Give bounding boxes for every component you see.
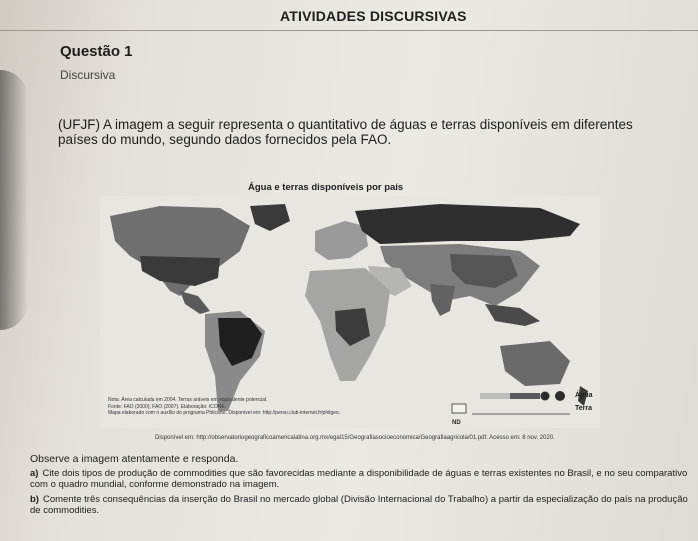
legend-nd-label: ND [452, 420, 461, 426]
map-note: Nota: Área calculada em 2004. Terras aráveis em equivalente potencial. [108, 397, 268, 403]
question-title: Questão 1 [60, 43, 133, 60]
map-title: Água e terras disponíveis por país [248, 182, 404, 193]
page-shadow [0, 70, 28, 330]
item-b [30, 494, 690, 516]
legend-land-dot [555, 391, 565, 401]
legend-nd-box [452, 404, 466, 413]
map-source: Fonte: FAO (2000); FAO (2007). Elaboração: ICONE. [108, 403, 227, 410]
item-b-letter: b) [30, 494, 39, 505]
item-a [30, 468, 690, 490]
legend-bar-light [480, 393, 510, 399]
world-map-graphic [100, 196, 600, 428]
world-map-figure [100, 196, 600, 428]
map-credit: Mapa elaborado com o auxílio do programa Philcarto. Disponível em: http://perso.club-internet.fr/philgeo. [108, 410, 341, 416]
question-statement: (UFJF) A imagem a seguir representa o quantitativo de águas e terras disponíveis em diferentes países do mundo, segundo dados fornecidos pela FAO. [58, 117, 633, 147]
legend-bar-dark [510, 393, 540, 399]
header-divider [0, 30, 698, 31]
legend-water-dot [541, 392, 550, 401]
item-a-text: Cite dois tipos de produção de commodities que são favorecidas mediante a disponibilidade de águas e terras existentes no Brasil, e no seu comparativo com o quadro mundial, conforme demonstrado na imagem. [30, 468, 688, 490]
legend-water-label: Água [575, 392, 593, 399]
map-notes [108, 397, 340, 417]
instruction-text: Observe a imagem atentamente e responda. [30, 453, 239, 465]
question-type: Discursiva [60, 68, 116, 82]
section-header: ATIVIDADES DISCURSIVAS [280, 8, 467, 24]
availability-source: Disponível em: http://observatoriogeograficoamericalatina.org.mx/egal15/Geografiasocioeconomica/Geografiaagricola/01.pdf. Acesso em: 8 nov. 2020. [155, 435, 555, 441]
item-b-text: Comente três consequências da inserção do Brasil no mercado global (Divisão Internacional do Trabalho) a partir da especialização do país na produção de commodities. [30, 494, 688, 516]
item-a-letter: a) [30, 468, 39, 479]
legend-land-label: Terra [575, 405, 592, 412]
